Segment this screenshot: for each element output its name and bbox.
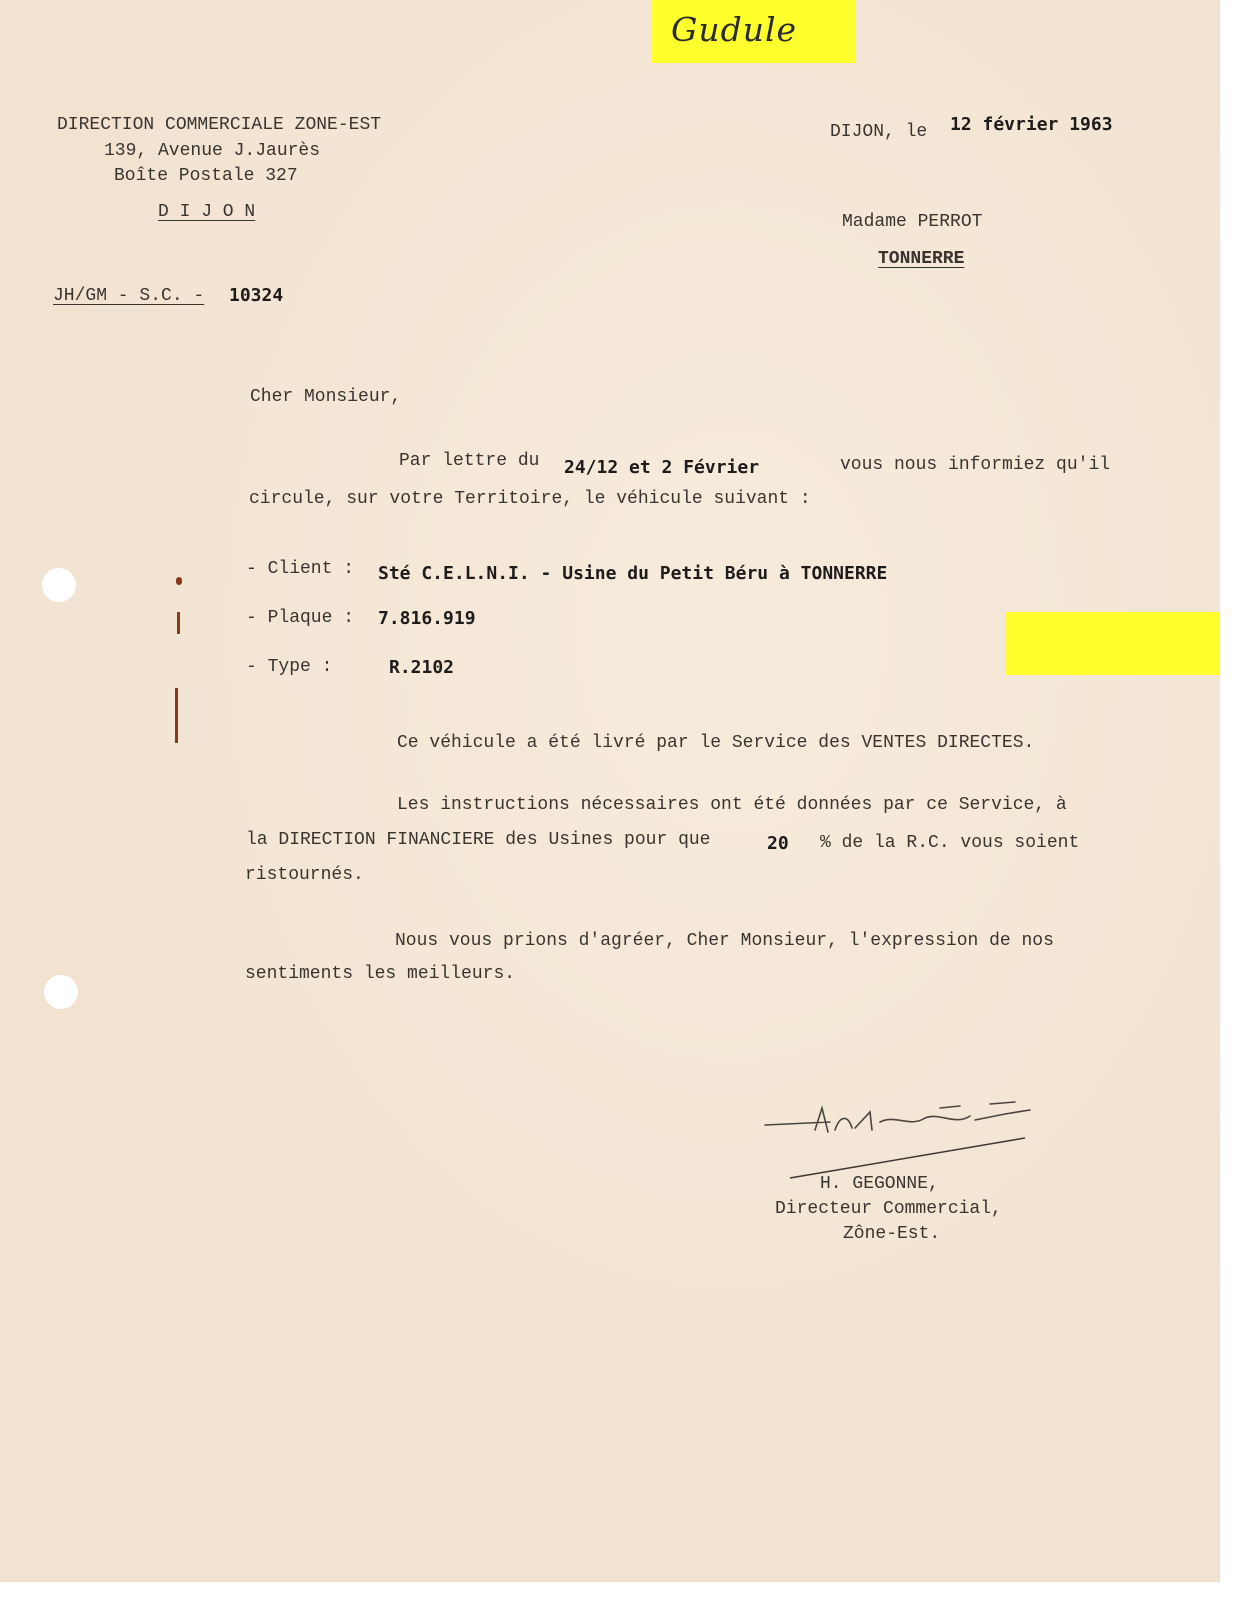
closing-line-2: sentiments les meilleurs. bbox=[245, 964, 516, 984]
recipient-city: TONNERRE bbox=[878, 249, 965, 269]
punch-hole-lower bbox=[44, 975, 78, 1009]
rust-spot bbox=[176, 577, 182, 585]
paragraph1-line2: circule, sur votre Territoire, le véhicule suivant : bbox=[249, 489, 811, 509]
paragraph1-after: vous nous informiez qu'il bbox=[840, 455, 1111, 475]
date-value: 12 février 1963 bbox=[950, 114, 1113, 135]
punch-hole-upper bbox=[42, 568, 76, 602]
staple-mark-upper bbox=[177, 612, 180, 634]
type-label: - Type : bbox=[246, 657, 333, 677]
sender-city: D I J O N bbox=[158, 202, 256, 222]
paragraph2: Ce véhicule a été livré par le Service des VENTES DIRECTES. bbox=[397, 733, 1035, 753]
paragraph3-line3: ristournés. bbox=[245, 865, 364, 885]
sender-line-3: Boîte Postale 327 bbox=[114, 166, 298, 186]
reference-code: JH/GM - S.C. - bbox=[53, 286, 205, 306]
plaque-label: - Plaque : bbox=[246, 608, 355, 628]
signature-scribble bbox=[760, 1100, 1050, 1180]
date-place: DIJON, le bbox=[830, 122, 928, 142]
signatory-zone: Zône-Est. bbox=[843, 1224, 941, 1244]
plaque-value: 7.816.919 bbox=[378, 608, 476, 629]
type-value: R.2102 bbox=[389, 657, 455, 678]
recipient-name: Madame PERROT bbox=[842, 212, 983, 232]
sender-line-2: 139, Avenue J.Jaurès bbox=[104, 141, 321, 161]
salutation: Cher Monsieur, bbox=[250, 387, 402, 407]
paragraph3-line1: Les instructions nécessaires ont été données par ce Service, à bbox=[397, 795, 1067, 815]
paragraph3-line2-before: la DIRECTION FINANCIERE des Usines pour que bbox=[246, 830, 711, 850]
client-value: Sté C.E.L.N.I. - Usine du Petit Béru à TONNERRE bbox=[378, 563, 888, 584]
handwritten-note: Gudule bbox=[671, 10, 798, 49]
signatory-title: Directeur Commercial, bbox=[775, 1199, 1002, 1219]
rebate-percent: 20 bbox=[767, 833, 789, 854]
paragraph3-line2-after: % de la R.C. vous soient bbox=[820, 833, 1080, 853]
reference-number: 10324 bbox=[229, 285, 284, 306]
signatory-name: H. GEGONNE, bbox=[820, 1174, 939, 1194]
sticky-note-side bbox=[1005, 612, 1220, 675]
staple-mark-lower bbox=[175, 688, 178, 743]
paragraph1-dates: 24/12 et 2 Février bbox=[564, 457, 760, 478]
closing-line-1: Nous vous prions d'agréer, Cher Monsieur, l'expression de nos bbox=[395, 931, 1054, 951]
paragraph1-before: Par lettre du bbox=[399, 451, 540, 471]
client-label: - Client : bbox=[246, 559, 355, 579]
sender-line-1: DIRECTION COMMERCIALE ZONE-EST bbox=[57, 115, 382, 135]
